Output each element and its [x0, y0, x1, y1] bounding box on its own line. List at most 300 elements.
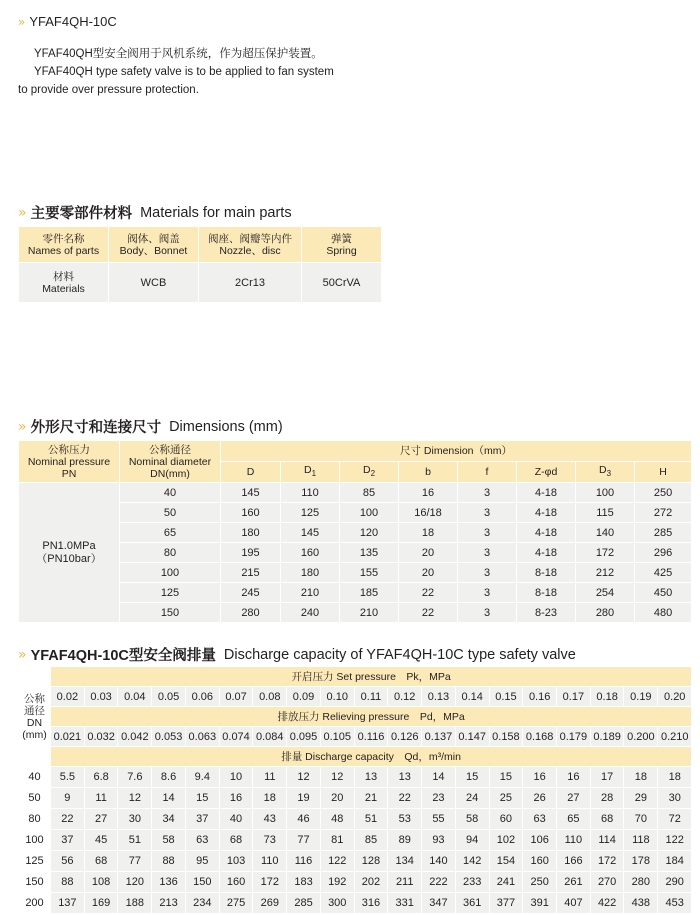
relieving-pressure-cell: 0.032: [84, 727, 118, 747]
table-cell: 85: [340, 483, 399, 503]
table-cell: 233: [455, 872, 489, 893]
relieving-pressure-cell: 0.116: [354, 727, 388, 747]
table-cell: 142: [455, 851, 489, 872]
set-pressure-cell: 0.14: [455, 687, 489, 707]
table-cell: 20: [399, 563, 458, 583]
set-pressure-cell: 0.02: [51, 687, 85, 707]
table-cell: 77: [287, 830, 321, 851]
relieving-pressure-cell: 0.063: [185, 727, 219, 747]
capacity-title: [18, 644, 576, 665]
table-cell: 14: [422, 767, 456, 788]
table-cell: 155: [340, 563, 399, 583]
dn-cell: 65: [120, 523, 221, 543]
table-cell: 3: [458, 523, 517, 543]
table-cell: 51: [354, 809, 388, 830]
dimensions-title-en: Dimensions (mm): [169, 418, 283, 435]
table-cell: 100: [340, 503, 399, 523]
table-cell: 4-18: [517, 523, 576, 543]
table-cell: 14: [152, 788, 186, 809]
table-cell: 8.6: [152, 767, 186, 788]
table-cell: 137: [51, 893, 85, 914]
table-cell: 285: [287, 893, 321, 914]
table-cell: 37: [51, 830, 85, 851]
table-cell: 21: [354, 788, 388, 809]
dn-header: [120, 441, 221, 483]
materials-title-cn: 主要零部件材料: [30, 206, 133, 222]
col-header-f: f: [458, 462, 517, 483]
table-cell: 60: [489, 809, 523, 830]
table-row: [19, 809, 692, 830]
table-cell: 134: [388, 851, 422, 872]
table-row: [19, 263, 382, 303]
relieving-pressure-cell: 0.179: [557, 727, 591, 747]
relieving-pressure-row: [19, 727, 692, 747]
table-cell: 453: [658, 893, 692, 914]
table-cell: 37: [185, 809, 219, 830]
table-cell: 185: [340, 583, 399, 603]
relieving-pressure-cell: 0.084: [253, 727, 287, 747]
col-header-H: H: [635, 462, 692, 483]
table-row: [19, 893, 692, 914]
set-pressure-cell: 0.13: [422, 687, 456, 707]
table-cell: 88: [152, 851, 186, 872]
table-cell: 48: [320, 809, 354, 830]
dn-label-line: (mm): [22, 728, 47, 741]
intro-cn: YFAF40QH型安全阀用于风机系统，作为超压保护装置。: [34, 48, 323, 60]
table-cell: 20: [320, 788, 354, 809]
subscript: 1: [311, 469, 317, 479]
dn-cell: 50: [120, 503, 221, 523]
table-cell: 72: [658, 809, 692, 830]
table-row: [19, 872, 692, 893]
header-en: Names of parts: [27, 244, 100, 257]
table-cell: 16/18: [399, 503, 458, 523]
relieving-pressure-cell: 0.168: [523, 727, 557, 747]
table-cell: 425: [635, 563, 692, 583]
table-cell: 160: [219, 872, 253, 893]
table-cell: 11: [253, 767, 287, 788]
row-label-cn: 材料: [53, 270, 74, 283]
table-row: [19, 503, 692, 523]
table-cell: 53: [388, 809, 422, 830]
table-cell: 68: [84, 851, 118, 872]
set-pressure-cell: 0.06: [185, 687, 219, 707]
set-pressure-cell: 0.19: [624, 687, 658, 707]
table-cell: 50CrVA: [302, 263, 382, 303]
pn-header-cn: 公称压力: [48, 443, 90, 456]
dn-header-en2: DN(mm): [150, 467, 190, 480]
table-cell: 11: [84, 788, 118, 809]
table-cell: 115: [576, 503, 635, 523]
set-pressure-cell: 0.15: [489, 687, 523, 707]
table-cell: 85: [354, 830, 388, 851]
table-cell: 43: [253, 809, 287, 830]
table-cell: 12: [287, 767, 321, 788]
dn-label-line: DN: [26, 716, 43, 729]
table-cell: 4-18: [517, 503, 576, 523]
table-cell: 22: [388, 788, 422, 809]
table-cell: 23: [422, 788, 456, 809]
table-cell: 280: [576, 603, 635, 623]
table-cell: 16: [219, 788, 253, 809]
table-cell: 30: [118, 809, 152, 830]
set-pressure-cell: 0.07: [219, 687, 253, 707]
table-cell: 270: [590, 872, 624, 893]
table-cell: 154: [489, 851, 523, 872]
dn-label-line: 公称: [24, 692, 45, 705]
table-cell: 178: [624, 851, 658, 872]
table-cell: 12: [320, 767, 354, 788]
table-cell: 331: [388, 893, 422, 914]
capacity-title-en: Discharge capacity of YFAF4QH-10C type safety valve: [223, 646, 576, 663]
header-cn: 弹簧: [331, 232, 352, 245]
subscript: 3: [606, 469, 612, 479]
table-cell: 407: [557, 893, 591, 914]
table-cell: 210: [340, 603, 399, 623]
dimension-header: 尺寸 Dimension（mm）: [221, 441, 692, 462]
table-cell: 240: [281, 603, 340, 623]
set-pressure-cell: 0.08: [253, 687, 287, 707]
dn-label: [19, 667, 51, 767]
dn-cell: 100: [19, 830, 51, 851]
table-cell: 116: [287, 851, 321, 872]
table-cell: 18: [624, 767, 658, 788]
dn-header-cn: 公称通径: [149, 443, 191, 456]
table-cell: 15: [455, 767, 489, 788]
table-cell: 10: [219, 767, 253, 788]
header-cell: [302, 227, 382, 263]
relieving-pressure-cell: 0.021: [51, 727, 85, 747]
col-header-D: D: [221, 462, 281, 483]
pn-header: [19, 441, 120, 483]
table-cell: 140: [422, 851, 456, 872]
table-cell: 250: [635, 483, 692, 503]
dn-cell: 40: [120, 483, 221, 503]
chevron-icon: »: [18, 14, 24, 29]
table-cell: 9: [51, 788, 85, 809]
table-cell: 316: [354, 893, 388, 914]
table-cell: 166: [557, 851, 591, 872]
materials-table: [18, 226, 382, 303]
set-pressure-cell: 0.12: [388, 687, 422, 707]
table-cell: 172: [590, 851, 624, 872]
table-cell: 77: [118, 851, 152, 872]
table-cell: 2Cr13: [199, 263, 302, 303]
header-cell: [109, 227, 199, 263]
dn-cell: 50: [19, 788, 51, 809]
row-label-en: Materials: [42, 282, 85, 295]
table-cell: 58: [152, 830, 186, 851]
table-cell: 28: [590, 788, 624, 809]
relieving-pressure-cell: 0.147: [455, 727, 489, 747]
row-label: [19, 263, 109, 303]
table-cell: 110: [557, 830, 591, 851]
table-cell: 13: [388, 767, 422, 788]
table-cell: 55: [422, 809, 456, 830]
table-cell: 169: [84, 893, 118, 914]
relieving-pressure-cell: 0.105: [320, 727, 354, 747]
table-cell: 122: [658, 830, 692, 851]
table-cell: 93: [422, 830, 456, 851]
table-cell: 7.6: [118, 767, 152, 788]
table-cell: 4-18: [517, 543, 576, 563]
set-pressure-cell: 0.05: [152, 687, 186, 707]
header-en: Spring: [326, 244, 357, 257]
table-cell: 285: [635, 523, 692, 543]
table-cell: 215: [221, 563, 281, 583]
table-cell: 128: [354, 851, 388, 872]
table-cell: 94: [455, 830, 489, 851]
table-cell: 140: [576, 523, 635, 543]
table-cell: 5.5: [51, 767, 85, 788]
table-cell: 45: [84, 830, 118, 851]
table-cell: 125: [281, 503, 340, 523]
table-row: [19, 767, 692, 788]
table-cell: 89: [388, 830, 422, 851]
dn-label-line: 通径: [24, 704, 45, 717]
table-cell: 26: [523, 788, 557, 809]
relieving-pressure-cell: 0.126: [388, 727, 422, 747]
table-cell: 95: [185, 851, 219, 872]
table-cell: 110: [281, 483, 340, 503]
table-cell: 172: [253, 872, 287, 893]
table-cell: 68: [219, 830, 253, 851]
header-cn: 零件名称: [42, 232, 85, 245]
table-cell: 210: [281, 583, 340, 603]
table-cell: 4-18: [517, 483, 576, 503]
set-pressure-cell: 0.17: [557, 687, 591, 707]
dn-cell: 150: [120, 603, 221, 623]
capacity-table: [18, 666, 692, 914]
col-header-D2: $D_2$: [340, 462, 399, 483]
table-cell: 18: [658, 767, 692, 788]
table-cell: 15: [489, 767, 523, 788]
table-cell: WCB: [109, 263, 199, 303]
set-pressure-cell: 0.20: [658, 687, 692, 707]
table-cell: 160: [281, 543, 340, 563]
chevron-icon: »: [18, 646, 25, 663]
table-cell: 22: [399, 583, 458, 603]
chevron-icon: »: [18, 418, 25, 435]
table-cell: 172: [576, 543, 635, 563]
table-cell: 261: [557, 872, 591, 893]
table-cell: 46: [287, 809, 321, 830]
table-cell: 27: [84, 809, 118, 830]
table-cell: 70: [624, 809, 658, 830]
table-cell: 25: [489, 788, 523, 809]
intro-en-line2: to provide over pressure protection.: [18, 84, 199, 96]
table-cell: 122: [320, 851, 354, 872]
relieving-pressure-cell: 0.042: [118, 727, 152, 747]
relieving-pressure-header: 排放压力 Relieving pressure Pd，MPa: [51, 707, 692, 727]
header-en: Nozzle、disc: [219, 244, 281, 257]
table-cell: 106: [523, 830, 557, 851]
table-cell: 58: [455, 809, 489, 830]
table-cell: 211: [388, 872, 422, 893]
table-cell: 290: [658, 872, 692, 893]
table-cell: 254: [576, 583, 635, 603]
set-pressure-cell: 0.11: [354, 687, 388, 707]
table-cell: 3: [458, 563, 517, 583]
table-row: [19, 830, 692, 851]
table-row: [19, 788, 692, 809]
pn-value: [19, 483, 120, 623]
table-cell: 361: [455, 893, 489, 914]
dimensions-table: [18, 440, 692, 623]
relieving-pressure-cell: 0.200: [624, 727, 658, 747]
set-pressure-cell: 0.04: [118, 687, 152, 707]
table-cell: 202: [354, 872, 388, 893]
table-cell: 450: [635, 583, 692, 603]
table-cell: 3: [458, 503, 517, 523]
relieving-pressure-cell: 0.053: [152, 727, 186, 747]
table-cell: 88: [51, 872, 85, 893]
table-cell: 40: [219, 809, 253, 830]
table-row: [19, 523, 692, 543]
dn-cell: 125: [120, 583, 221, 603]
dn-cell: 200: [19, 893, 51, 914]
set-pressure-cell: 0.03: [84, 687, 118, 707]
table-cell: 280: [624, 872, 658, 893]
table-cell: 51: [118, 830, 152, 851]
table-cell: 56: [51, 851, 85, 872]
table-cell: 213: [152, 893, 186, 914]
relieving-header-row: [19, 707, 692, 727]
header-cell: [19, 227, 109, 263]
table-cell: 13: [354, 767, 388, 788]
table-cell: 114: [590, 830, 624, 851]
table-cell: 347: [422, 893, 456, 914]
table-cell: 103: [219, 851, 253, 872]
table-cell: 184: [658, 851, 692, 872]
dn-cell: 100: [120, 563, 221, 583]
set-pressure-cell: 0.10: [320, 687, 354, 707]
table-row: [19, 563, 692, 583]
table-cell: 108: [84, 872, 118, 893]
table-cell: 180: [281, 563, 340, 583]
dn-cell: 80: [19, 809, 51, 830]
table-cell: 234: [185, 893, 219, 914]
table-cell: 18: [253, 788, 287, 809]
table-cell: 272: [635, 503, 692, 523]
table-cell: 3: [458, 583, 517, 603]
table-cell: 391: [523, 893, 557, 914]
table-cell: 8-18: [517, 563, 576, 583]
table-cell: 8-23: [517, 603, 576, 623]
table-cell: 377: [489, 893, 523, 914]
dimensions-title: [18, 416, 283, 437]
col-header-b: b: [399, 462, 458, 483]
table-cell: 81: [320, 830, 354, 851]
table-cell: 222: [422, 872, 456, 893]
relieving-pressure-cell: 0.095: [287, 727, 321, 747]
dn-header-en1: Nominal diameter: [128, 455, 212, 468]
table-row: [19, 851, 692, 872]
table-row: [19, 483, 692, 503]
table-cell: 438: [624, 893, 658, 914]
col-header-D3: $D_3$: [576, 462, 635, 483]
relieving-pressure-cell: 0.189: [590, 727, 624, 747]
table-cell: 188: [118, 893, 152, 914]
set-pressure-cell: 0.16: [523, 687, 557, 707]
intro-en-line1: YFAF40QH type safety valve is to be applied to fan system: [34, 66, 334, 78]
table-cell: 100: [576, 483, 635, 503]
table-cell: 68: [590, 809, 624, 830]
set-pressure-cell: 0.09: [287, 687, 321, 707]
table-cell: 183: [287, 872, 321, 893]
table-cell: 18: [399, 523, 458, 543]
table-cell: 3: [458, 483, 517, 503]
table-cell: 241: [489, 872, 523, 893]
relieving-pressure-cell: 0.210: [658, 727, 692, 747]
header-cn: 阀座、阀瓣等内件: [208, 232, 292, 245]
table-row: [19, 583, 692, 603]
chevron-icon: »: [18, 204, 25, 221]
materials-header-row: [19, 227, 382, 263]
table-cell: 245: [221, 583, 281, 603]
dn-cell: 150: [19, 872, 51, 893]
table-cell: 118: [624, 830, 658, 851]
table-cell: 16: [557, 767, 591, 788]
table-cell: 20: [399, 543, 458, 563]
table-cell: 63: [523, 809, 557, 830]
table-cell: 65: [557, 809, 591, 830]
table-cell: 9.4: [185, 767, 219, 788]
table-cell: 135: [340, 543, 399, 563]
table-cell: 73: [253, 830, 287, 851]
table-cell: 296: [635, 543, 692, 563]
table-cell: 422: [590, 893, 624, 914]
header-cn: 阀体、阀盖: [127, 232, 180, 245]
table-cell: 16: [523, 767, 557, 788]
table-cell: 6.8: [84, 767, 118, 788]
materials-title: [18, 202, 292, 223]
table-cell: 15: [185, 788, 219, 809]
table-cell: 136: [152, 872, 186, 893]
model-name: YFAF4QH-10C: [29, 14, 117, 29]
materials-title-en: Materials for main parts: [140, 204, 292, 221]
table-cell: 34: [152, 809, 186, 830]
table-row: [19, 543, 692, 563]
table-row: [19, 603, 692, 623]
table-cell: 120: [340, 523, 399, 543]
table-cell: 3: [458, 543, 517, 563]
pn-header-en2: PN: [61, 467, 77, 480]
table-cell: 269: [253, 893, 287, 914]
table-cell: 63: [185, 830, 219, 851]
table-cell: 212: [576, 563, 635, 583]
table-cell: 22: [51, 809, 85, 830]
table-cell: 27: [557, 788, 591, 809]
table-cell: 160: [523, 851, 557, 872]
table-cell: 110: [253, 851, 287, 872]
capacity-title-cn: YFAF4QH-10C型安全阀排量: [30, 648, 216, 664]
discharge-capacity-header: 排量 Discharge capacity Qd，m³/min: [51, 747, 692, 767]
set-pressure-header: 开启压力 Set pressure Pk，MPa: [51, 667, 692, 687]
header-en: Body、Bonnet: [119, 244, 188, 257]
header-cell: [199, 227, 302, 263]
table-cell: 17: [590, 767, 624, 788]
pn-value-1: PN1.0MPa: [42, 539, 96, 552]
col-header-D1: $D_1$: [281, 462, 340, 483]
set-pressure-row: [19, 687, 692, 707]
table-cell: 3: [458, 603, 517, 623]
table-cell: 280: [221, 603, 281, 623]
dn-cell: 125: [19, 851, 51, 872]
relieving-pressure-cell: 0.158: [489, 727, 523, 747]
table-cell: 180: [221, 523, 281, 543]
table-cell: 12: [118, 788, 152, 809]
